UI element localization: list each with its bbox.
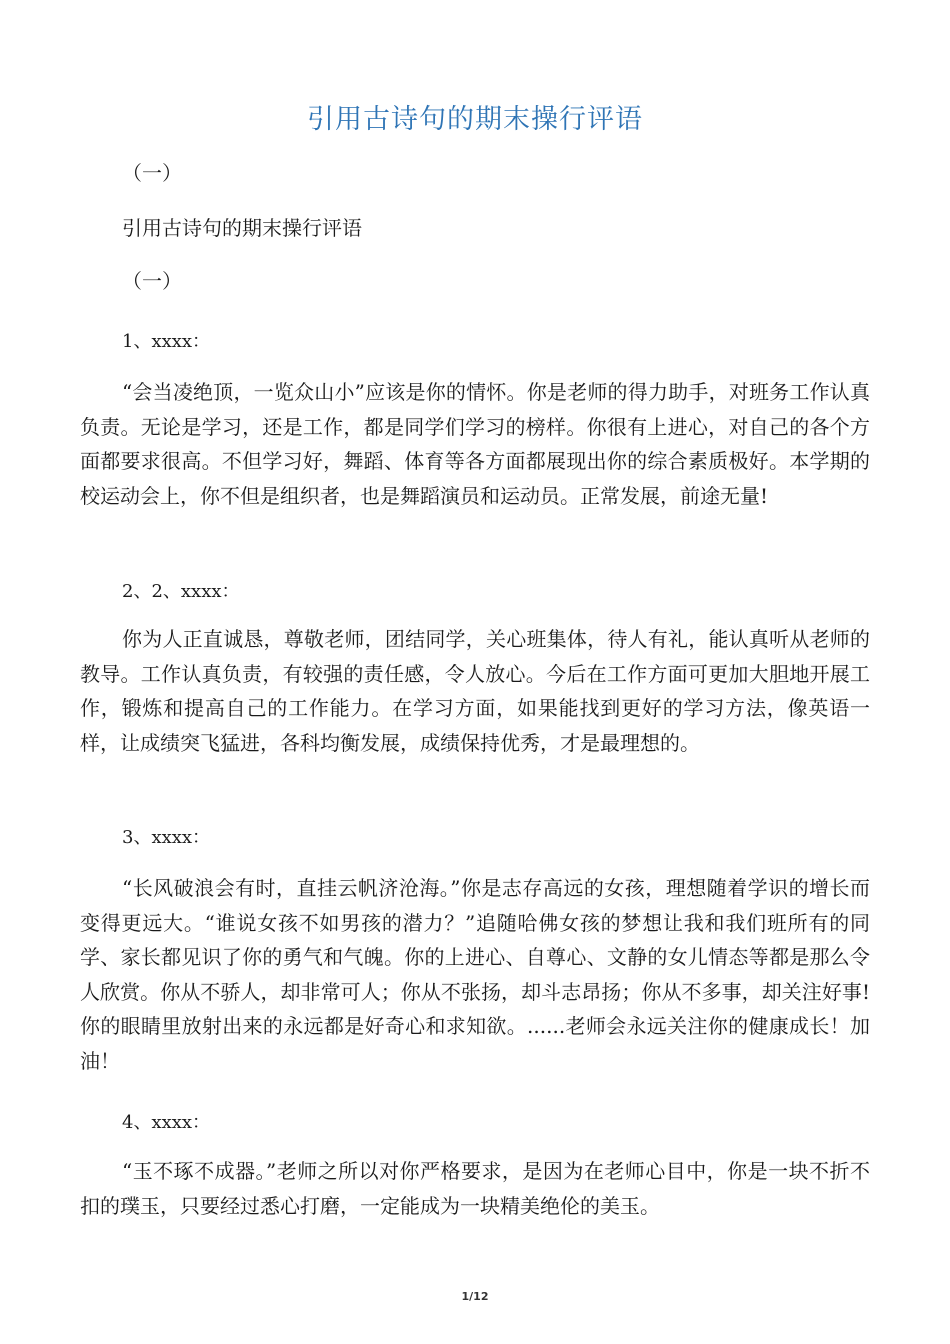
entry-text: “会当凌绝顶，一览众山小”应该是你的情怀。你是老师的得力助手，对班务工作认真负责。无论是学习，还是工作，都是同学们学习的榜样。你很有上进心，对自己的各个方面都要求很高。不但学习好，舞蹈、体育等各方面都展现出你的综合素质极好。本学期的校运动会上，你不但是组织者，也是舞蹈演员和运动员。正常发展，前途无量! xyxy=(80,380,870,508)
entry-label: 4、xxxx： xyxy=(122,1112,211,1133)
page-number: 1/12 xyxy=(461,1290,489,1303)
section-marker: （一） xyxy=(122,269,182,293)
entry-label: 3、xxxx： xyxy=(122,827,211,848)
document-title: 引用古诗句的期末操行评语 xyxy=(307,104,643,135)
section-heading: 引用古诗句的期末操行评语 xyxy=(122,216,362,240)
entry-label: 2、2、xxxx： xyxy=(122,581,240,602)
entry-text: 你为人正直诚恳，尊敬老师，团结同学，关心班集体，待人有礼，能认真听从老师的教导。工作认真负责，有较强的责任感，令人放心。今后在工作方面可更加大胆地开展工作，锻炼和提高自己的工作能力。在学习方面，如果能找到更好的学习方法，像英语一样，让成绩突飞猛进，各科均衡发展，成绩保持优秀，才是最理想的。 xyxy=(80,627,870,755)
entry-text: “玉不琢不成器。”老师之所以对你严格要求，是因为在老师心目中，你是一块不折不扣的璞玉，只要经过悉心打磨，一定能成为一块精美绝伦的美玉。 xyxy=(80,1159,870,1218)
entry-label: 1、xxxx： xyxy=(122,331,211,352)
section-marker: （一） xyxy=(122,161,182,185)
entry-text: “长风破浪会有时，直挂云帆济沧海。”你是志存高远的女孩，理想随着学识的增长而变得更远大。“谁说女孩不如男孩的潜力？”追随哈佛女孩的梦想让我和我们班所有的同学、家长都见识了你的勇气和气魄。你的上进心、自尊心、文静的女儿情态等都是那么令人欣赏。你从不骄人，却非常可人；你从不张扬，却斗志昂扬；你从不多事，却关注好事!你的眼睛里放射出来的永远都是好奇心和求知欲。......老师会永远关注你的健康成长！加油！ xyxy=(80,876,870,1073)
